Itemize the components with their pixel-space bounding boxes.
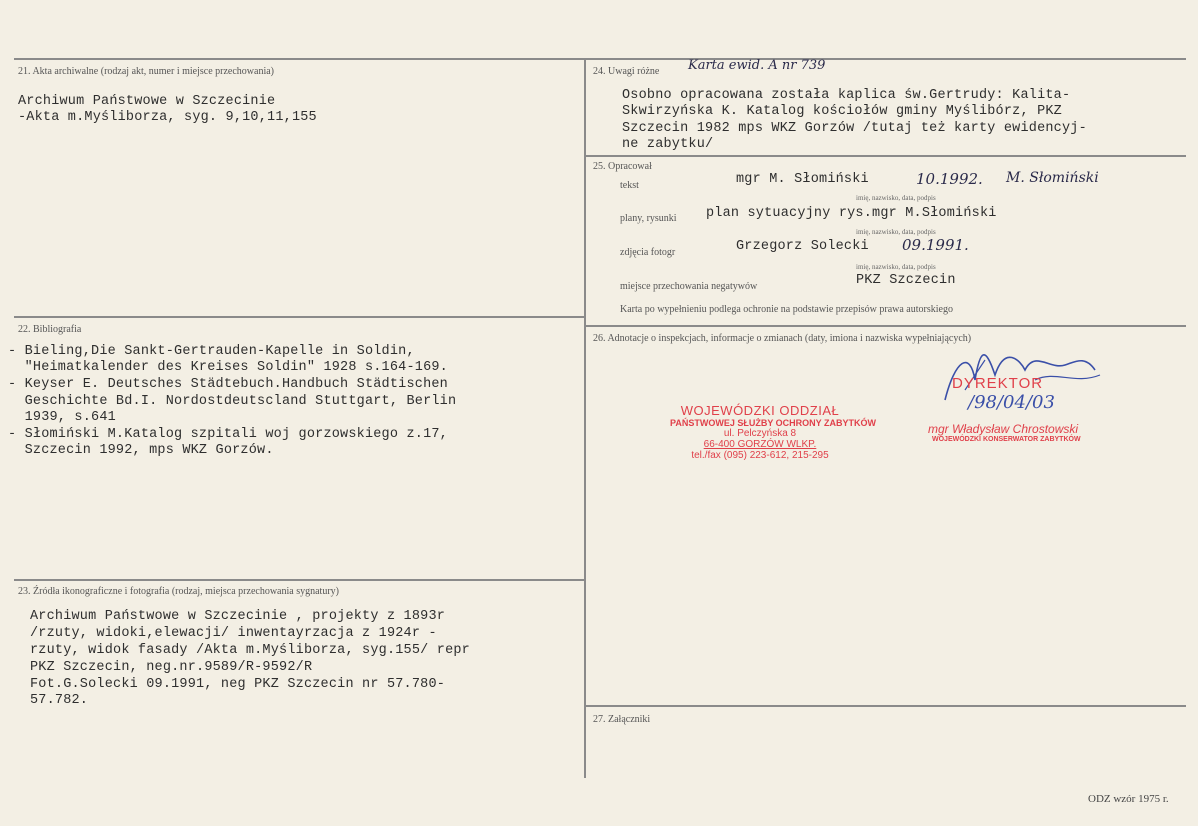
sec23-line-2: /rzuty, widoki,elewacji/ inwentayrzacja z 1924r - (30, 626, 437, 641)
stamp-line-4: 66-400 GORZÓW WLKP. (703, 439, 817, 450)
sec25-zdjecia-value: Grzegorz Solecki (736, 239, 869, 254)
sec22-line-6: - Słomiński M.Katalog szpitali woj gorzowskiego z.17, (8, 427, 448, 442)
sec23-line-4: PKZ Szczecin, neg.nr.9589/R-9592/R (30, 660, 313, 675)
sec22-line-2: "Heimatkalender des Kreises Soldin" 1928 s.164-169. (8, 360, 448, 375)
sec25-zdjecia-label: zdjęcia fotogr (620, 247, 676, 258)
sec24-line-4: ne zabytku/ (622, 137, 714, 152)
sec25-miejsce-value: PKZ Szczecin (856, 273, 956, 288)
signer-title: WOJEWÓDZKI KONSERWATOR ZABYTKÓW (932, 436, 1081, 443)
stamp-line-2: PAŃSTWOWEJ SŁUŻBY OCHRONY ZABYTKÓW (670, 418, 877, 428)
sec23-line-6: 57.782. (30, 693, 89, 708)
sec24-line-1: Osobno opracowana została kaplica św.Gertrudy: Kalita- (622, 88, 1071, 103)
sec25-tekst-value: mgr M. Słomiński (736, 172, 869, 187)
dyrektor-stamp: DYREKTOR (952, 375, 1044, 392)
divider-22-23 (14, 579, 584, 581)
top-border (14, 58, 1186, 60)
stamp-line-3: ul. Pelczyńska 8 (723, 428, 797, 439)
divider-21-22 (14, 316, 584, 318)
sec22-line-1: - Bieling,Die Sankt-Gertrauden-Kapelle in Soldin, (8, 344, 415, 359)
sec25-caption-2: imię, nazwisko, data, podpis (856, 228, 936, 236)
sec24-handnote: Karta ewid. A nr 739 (688, 58, 826, 73)
sec25-plany-value: plan sytuacyjny rys.mgr M.Słomiński (706, 206, 997, 221)
sec22-line-4: Geschichte Bd.I. Nordostdeutscland Stuttgart, Berlin (8, 394, 457, 409)
sec23-line-5: Fot.G.Solecki 09.1991, neg PKZ Szczecin nr 57.780- (30, 677, 446, 692)
divider-25-26 (586, 325, 1186, 327)
sec21-line-1: Archiwum Państwowe w Szczecinie (18, 94, 276, 109)
sec25-caption-3: imię, nazwisko, data, podpis (856, 263, 936, 271)
sec25-caption-1: imię, nazwisko, data, podpis (856, 194, 936, 202)
sec27-label: 27. Załączniki (593, 714, 651, 725)
sec25-plany-label: plany, rysunki (620, 213, 677, 224)
sec26-label: 26. Adnotacje o inspekcjach, informacje o zmianach (daty, imiona i nazwiska wypełniających) (593, 333, 972, 344)
form-footer: ODZ wzór 1975 r. (1088, 793, 1169, 805)
sec26-date-hand: /98/04/03 (968, 392, 1055, 413)
sec22-label: 22. Bibliografia (18, 324, 82, 335)
sec25-tekst-label: tekst (620, 180, 639, 191)
sec24-label: 24. Uwagi różne (593, 66, 660, 77)
sec25-tekst-sign: M. Słomiński (1006, 170, 1099, 186)
sec25-zdjecia-date: 09.1991. (902, 236, 969, 254)
stamp-line-5: tel./fax (095) 223-612, 215-295 (691, 450, 829, 461)
signer-name: mgr Władysław Chrostowski (928, 422, 1079, 436)
sec22-line-7: Szczecin 1992, mps WKZ Gorzów. (8, 443, 274, 458)
divider-26-27 (586, 705, 1186, 707)
sec25-note: Karta po wypełnieniu podlega ochronie na podstawie przepisów prawa autorskiego (620, 304, 953, 315)
sec23-line-1: Archiwum Państwowe w Szczecinie , projekty z 1893r (30, 609, 446, 624)
sec23-label: 23. Źródła ikonograficzne i fotografia (rodzaj, miejsca przechowania sygnatury) (18, 586, 339, 597)
stamp-line-1: WOJEWÓDZKI ODDZIAŁ (680, 403, 840, 418)
sec22-line-5: 1939, s.641 (8, 410, 116, 425)
sec25-label: 25. Opracował (593, 161, 652, 172)
divider-24-25 (586, 155, 1186, 157)
sec24-line-2: Skwirzyńska K. Katalog kościołów gminy Myślibórz, PKZ (622, 104, 1062, 119)
center-divider (584, 58, 586, 778)
sec21-line-2: -Akta m.Myśliborza, syg. 9,10,11,155 (18, 110, 317, 125)
sec24-line-3: Szczecin 1982 mps WKZ Gorzów /tutaj też karty ewidencyj- (622, 121, 1087, 136)
sec22-line-3: - Keyser E. Deutsches Städtebuch.Handbuch Städtischen (8, 377, 448, 392)
sec23-line-3: rzuty, widok fasady /Akta m.Myśliborza, syg.155/ repr (30, 643, 470, 658)
office-stamp (670, 403, 877, 461)
sec21-label: 21. Akta archiwalne (rodzaj akt, numer i miejsce przechowania) (18, 66, 275, 77)
sec25-tekst-date: 10.1992. (916, 170, 983, 188)
sec25-miejsce-label: miejsce przechowania negatywów (620, 281, 758, 292)
